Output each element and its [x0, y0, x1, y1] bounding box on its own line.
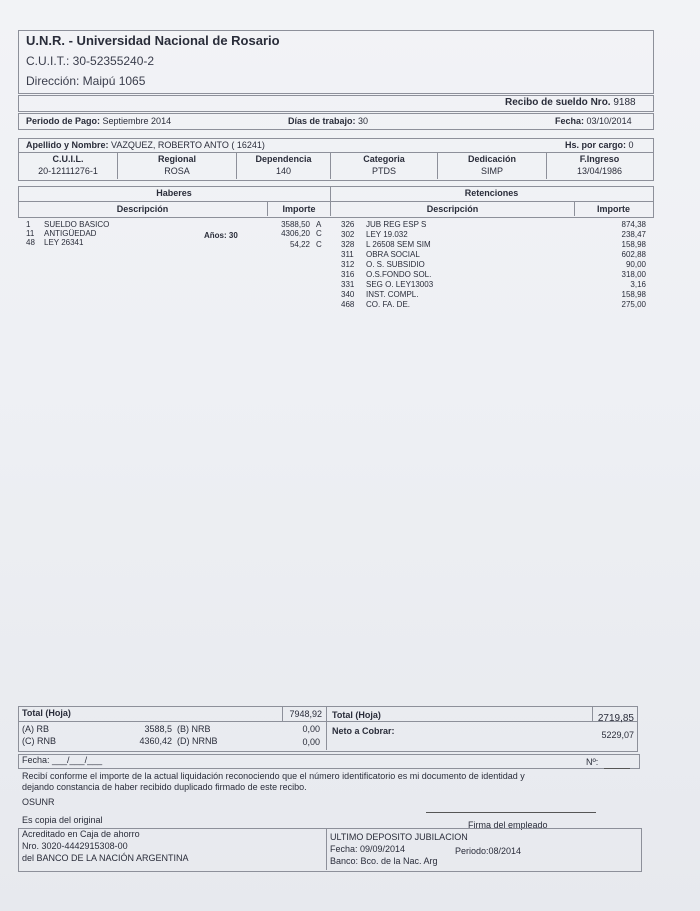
haberes-item-desc: SUELDO BASICO: [44, 220, 110, 229]
retencion-amount: 318,00: [621, 270, 646, 279]
retencion-code: 326: [341, 220, 355, 229]
retencion-desc: L 26508 SEM SIM: [366, 240, 431, 249]
pay-period: Periodo de Pago: Septiembre 2014: [26, 116, 172, 126]
receipt-date: Fecha: 03/10/2014: [555, 116, 632, 126]
receipt-title: Recibo de sueldo Nro. 9188: [505, 97, 636, 108]
retenciones-total-value: 2719,85: [597, 713, 634, 724]
rnb-label: (C) RNB: [22, 736, 56, 746]
haberes-years: Años: 30: [204, 231, 238, 240]
regional-label: Regional: [157, 154, 196, 164]
cuil-label: C.U.I.L.: [52, 154, 84, 164]
n-blank-line: [604, 768, 630, 769]
declaration-line-1: Recibí conforme el importe de la actual liquidación reconociendo que el número identificatorio es mi documento de identidad y: [22, 771, 525, 781]
jub-line-1: ULTIMO DEPOSITO JUBILACION: [330, 832, 468, 842]
haberes-title: Haberes: [156, 188, 192, 198]
work-days: Días de trabajo: 30: [288, 116, 369, 126]
retencion-code: 311: [341, 250, 354, 259]
jub-period: Periodo:08/2014: [455, 846, 522, 856]
retencion-amount: 275,00: [621, 300, 646, 309]
haberes-item-code: 48: [26, 238, 35, 247]
haberes-item-code: 11: [26, 229, 35, 238]
copy-note: Es copia del original: [22, 815, 103, 825]
retencion-desc: SEG O. LEY13003: [366, 280, 434, 289]
ingreso-label: F.Ingreso: [579, 154, 620, 164]
rb-label: (A) RB: [22, 724, 49, 734]
haberes-item-type: A: [316, 220, 322, 229]
nrb-label: (B) NRB: [177, 724, 211, 734]
nrnb-label: (D) NRNB: [177, 736, 218, 746]
bank-line-2: Nro. 3020-4442915308-00: [22, 841, 128, 851]
retencion-code: 331: [341, 280, 355, 289]
hours-per-post: Hs. por cargo: 0: [565, 140, 634, 150]
retenciones-total-label: Total (Hoja): [332, 710, 381, 720]
retencion-desc: CO. FA. DE.: [366, 300, 411, 309]
retencion-code: 302: [341, 230, 355, 239]
haberes-col-desc: Descripción: [116, 204, 169, 214]
haberes-total-value: 7948,92: [289, 709, 322, 719]
retenciones-col-desc: Descripción: [426, 204, 479, 214]
haberes-item-desc: LEY 26341: [44, 238, 84, 247]
retencion-code: 340: [341, 290, 355, 299]
nrnb-value: 0,00: [302, 737, 320, 747]
haberes-item-amount: 3588,50: [281, 220, 310, 229]
dependencia-label: Dependencia: [255, 154, 312, 164]
retencion-code: 468: [341, 300, 355, 309]
categoria-label: Categoria: [363, 154, 405, 164]
retencion-desc: O.S.FONDO SOL.: [366, 270, 432, 279]
retenciones-title: Retenciones: [464, 188, 519, 198]
rnb-value: 4360,42: [139, 736, 172, 746]
haberes-item-desc: ANTIGÜEDAD: [44, 229, 97, 238]
retencion-amount: 158,98: [621, 290, 646, 299]
neto-label: Neto a Cobrar:: [332, 726, 395, 736]
bank-line-1: Acreditado en Caja de ahorro: [22, 829, 140, 839]
retencion-code: 312: [341, 260, 355, 269]
retencion-amount: 874,38: [621, 220, 646, 229]
jub-line-2: Fecha: 09/09/2014: [330, 844, 406, 854]
n-label: Nº:: [586, 757, 599, 767]
cuil-value: 20-12111276-1: [38, 166, 98, 176]
retencion-amount: 3,16: [630, 280, 646, 289]
retencion-amount: 602,88: [621, 250, 646, 259]
haberes-total-label: Total (Hoja): [22, 708, 71, 718]
retencion-amount: 90,00: [625, 260, 646, 269]
declaration-line-2: dejando constancia de haber recibido duplicado firmado de este recibo.: [22, 782, 307, 792]
retencion-code: 328: [341, 240, 355, 249]
dependencia-value: 140: [275, 166, 292, 176]
retencion-code: 316: [341, 270, 355, 279]
jub-line-3: Banco: Bco. de la Nac. Arg: [330, 856, 438, 866]
institution-name: U.N.R. - Universidad Nacional de Rosario: [26, 33, 280, 48]
employee-name: Apellido y Nombre: VAZQUEZ, ROBERTO ANTO ( 16241): [26, 140, 265, 150]
ingreso-value: 13/04/1986: [576, 166, 623, 176]
retencion-desc: OBRA SOCIAL: [366, 250, 420, 259]
haberes-item-amount: 54,22: [289, 240, 310, 249]
haberes-col-imp: Importe: [282, 204, 316, 214]
fecha-row: [18, 754, 640, 769]
haberes-item-amount: 4306,20: [281, 229, 310, 238]
retenciones-col-imp: Importe: [596, 204, 630, 214]
retencion-desc: O. S. SUBSIDIO: [366, 260, 425, 269]
retencion-desc: INST. COMPL.: [366, 290, 419, 299]
osunr-label: OSUNR: [22, 797, 55, 807]
haberes-item-code: 1: [26, 220, 31, 229]
dedicacion-label: Dedicación: [467, 154, 516, 164]
retencion-amount: 158,98: [621, 240, 646, 249]
nrb-value: 0,00: [302, 724, 320, 734]
retencion-desc: LEY 19.032: [366, 230, 408, 239]
neto-value: 5229,07: [601, 730, 634, 740]
haberes-item-type: C: [316, 240, 322, 249]
signature-line: [426, 812, 596, 813]
bank-line-3: del BANCO DE LA NACIÓN ARGENTINA: [22, 853, 189, 863]
retencion-desc: JUB REG ESP S: [366, 220, 427, 229]
dedicacion-value: SIMP: [480, 166, 503, 176]
institution-address: Dirección: Maipú 1065: [26, 74, 146, 88]
categoria-value: PTDS: [371, 166, 396, 176]
fecha-label: Fecha: ___/___/___: [22, 755, 103, 765]
signature-label: Firma del empleado: [468, 820, 548, 830]
retencion-amount: 238,47: [621, 230, 646, 239]
institution-cuit: C.U.I.T.: 30-52355240-2: [26, 54, 155, 68]
regional-value: ROSA: [164, 166, 190, 176]
rb-value: 3588,5: [144, 724, 172, 734]
haberes-item-type: C: [316, 229, 322, 238]
